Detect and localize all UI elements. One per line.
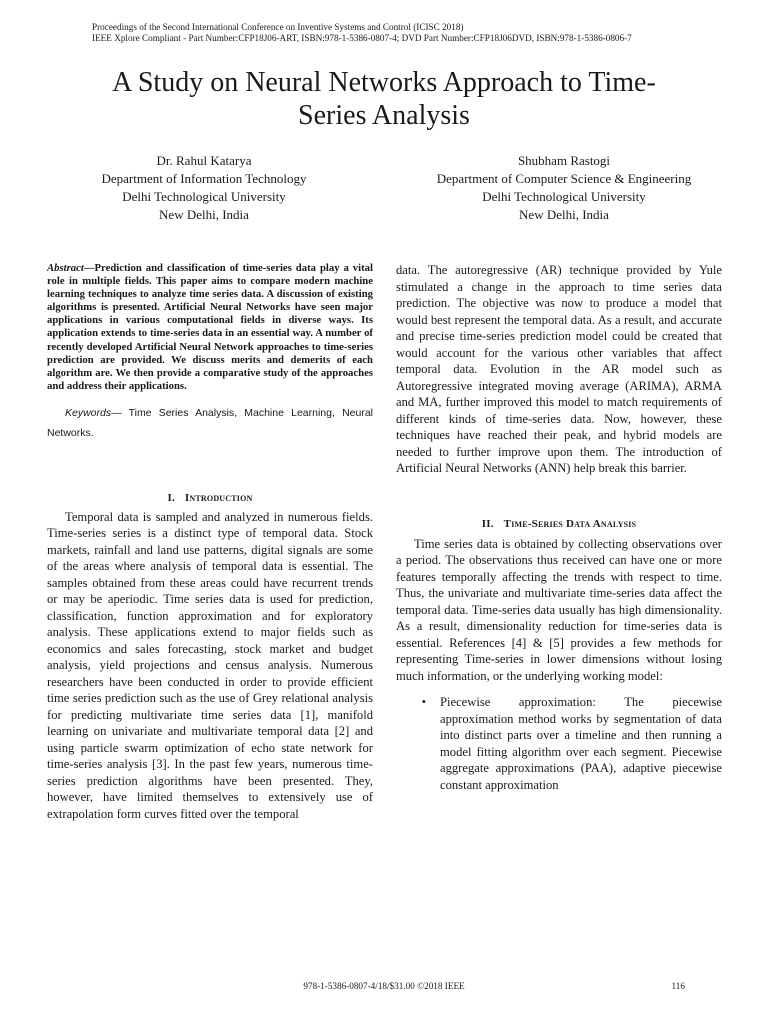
copyright-footer: 978-1-5386-0807-4/18/$31.00 ©2018 IEEE (303, 981, 465, 991)
author-location: New Delhi, India (159, 207, 249, 222)
author-block-1 (44, 152, 364, 224)
keywords-text: — Time Series Analysis, Machine Learning, Neural Networks. (47, 406, 373, 439)
section-1-paragraph: Temporal data is sampled and analyzed in numerous fields. Time-series series is a distinct type of temporal data. Stock markets, rainfall and land use patterns, digital signals are some of the areas where analysis of temporal data is essential. The samples obtained from these areas could have recurrent trends or may be aperiodic. Time series data is used for prediction, classification, function approximation and for exploratory analysis. These applications extend to major fields such as economics and sales forecasting, stock market and budget analysis, yield projections and census analysis. Numerous researchers have been conducted in order to provide efficient time series prediction such as the use of Grey relational analysis for predicting multivariate time series data [1], manifold learning on univariate and multivariate temporal data [2] and using particle swarm optimization of echo state network for time-series analysis [3]. In the past few years, numerous time-series prediction algorithms have been presented. They, however, have limited themselves to extensively use of extrapolation form curves fitted over the temporal (47, 509, 373, 821)
author-university: Delhi Technological University (482, 189, 646, 204)
paper-title-line-2: Series Analysis (298, 100, 470, 131)
author-location: New Delhi, India (519, 207, 609, 222)
abstract-text: —Prediction and classification of time-series data play a vital role in multiple fields. This paper aims to compare modern machine learning techniques to analyze time series data. A discussion of existing algorithms is presented. Artificial Neural Networks have seen major applications in various computational fields in diverse ways. Its application extends to time-series data in an essential way. A number of recently developed Artificial Neural Network approaches to time-series prediction are provided. We discuss merits and demerits of each algorithm are. We then provide a comparative study of the approaches and address their applications. (47, 262, 373, 392)
section-1-number: I. (167, 491, 175, 504)
section-1-continuation: data. The autoregressive (AR) technique provided by Yule stimulated a change in the approach to time series data prediction. The objective was now to produce a model that would best represent the temporal data. As a result, and accurate and precise time-series prediction model could be created that would account for the various other variables that affect temporal data. Evolution in the AR model such as Autoregressive integrated moving average (ARIMA), ARMA and MA, further improved this model to match requirements of different kinds of time-series data. Now, however, these techniques have reached their peak, and hybrid models are needed to further improve upon them. The introduction of Artificial Neural Networks (ANN) help break this barrier. (396, 263, 722, 475)
conference-header (92, 22, 732, 44)
paper-title (40, 66, 728, 132)
paper-title-line-1: A Study on Neural Networks Approach to Time- (112, 67, 656, 98)
author-name: Shubham Rastogi (517, 153, 611, 168)
bullet-text: Piecewise approximation: The piecewise approximation method works by segmentation of data into distinct parts over a timeline and then running a model fitting algorithm over each segment. Piecewise aggregate approximations (PAA), adaptive piecewise constant approximation (440, 695, 722, 792)
section-2-heading (396, 517, 722, 531)
conference-header-line-2: IEEE Xplore Compliant - Part Number:CFP18J06-ART, ISBN:978-1-5386-0807-4; DVD Part Number:CFP18J06DVD, ISBN:978-1-5386-0806-7 (92, 33, 632, 43)
abstract (47, 262, 373, 393)
conference-header-line-1: Proceedings of the Second International Conference on Inventive Systems and Control (ICISC 2018) (92, 22, 464, 32)
left-column (47, 262, 373, 822)
section-2-paragraph: Time series data is obtained by collecting observations over a period. The observations thus received can have one or more features temporally affecting the trends with respect to time. Thus, the univariate and multivariate time-series data affect the temporal data. Time-series data usually has high dimensionality. As a result, dimensionality reduction for time-series data is essential. References [4] & [5] provides a few methods for representing Time-series in lower dimensions without losing much information, or the underlying working model: (396, 536, 722, 683)
author-department: Department of Information Technology (101, 171, 307, 186)
section-1-heading (47, 491, 373, 505)
author-name: Dr. Rahul Katarya (156, 153, 252, 168)
section-2-number: II. (481, 517, 494, 530)
keywords-label: Keywords (65, 406, 112, 419)
page-number: 116 (671, 981, 685, 991)
bullet-marker: • (421, 695, 426, 709)
author-department: Department of Computer Science & Engineering (436, 171, 692, 186)
author-university: Delhi Technological University (122, 189, 286, 204)
keywords (47, 403, 373, 443)
right-column (396, 262, 722, 793)
bullet-item (396, 694, 722, 793)
section-2-title: Time-Series Data Analysis (503, 517, 637, 530)
abstract-label: Abstract (47, 262, 84, 274)
section-1-title: Introduction (184, 491, 253, 504)
author-block-2 (404, 152, 724, 224)
